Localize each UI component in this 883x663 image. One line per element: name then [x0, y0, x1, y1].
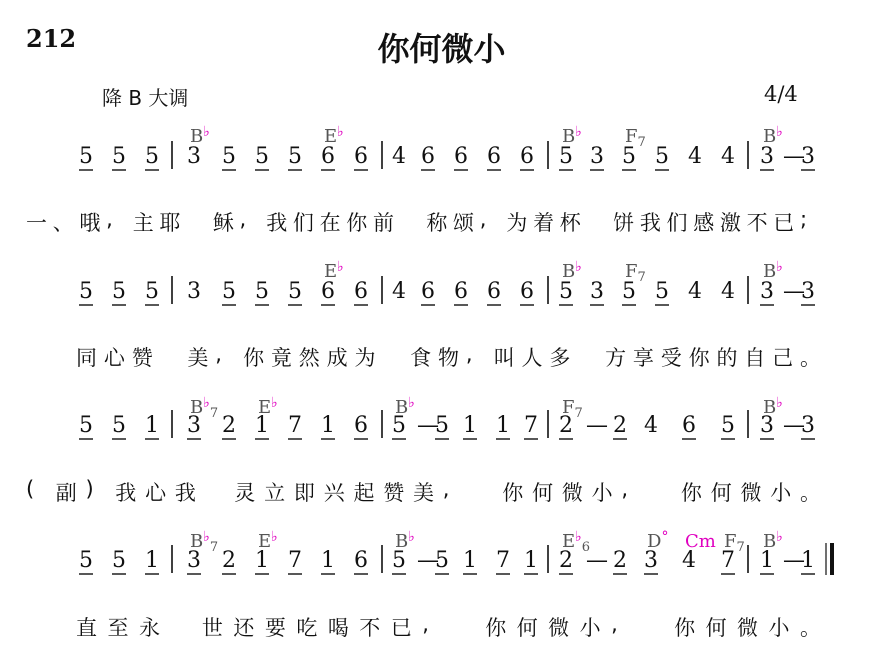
note: 6	[487, 279, 501, 304]
lyric-char: 成	[326, 346, 348, 370]
chord-symbol: E♭	[258, 395, 278, 418]
lyric-char: ,	[239, 207, 247, 231]
note: 5	[622, 279, 636, 304]
lyric-char: 一	[26, 211, 47, 235]
lyric-char: 小	[770, 481, 792, 505]
note: 5	[112, 144, 126, 169]
note: 5	[721, 413, 735, 438]
note: 3	[187, 548, 201, 573]
note: 1	[463, 413, 477, 438]
chord-symbol: $B^♭_7$	[190, 529, 219, 555]
lyric-char: 。	[800, 346, 821, 370]
note: 1	[145, 413, 159, 438]
note: 3	[801, 279, 815, 304]
lyric-char: 称	[426, 211, 448, 235]
lyric-char: 心	[103, 346, 125, 370]
note: 2	[222, 413, 236, 438]
lyric-char: ,	[422, 612, 429, 636]
lyric-char: 你	[502, 481, 524, 505]
lyric-char: 。	[800, 616, 821, 640]
lyric-char: 人	[521, 346, 543, 370]
note: 5	[112, 413, 126, 438]
lyric-char: 世	[201, 616, 223, 640]
lyric-char: 激	[719, 211, 741, 235]
chord-symbol: $F_7$	[625, 261, 646, 285]
chord-symbol: E♭	[324, 124, 344, 147]
key-signature: 降 B 大调	[102, 86, 189, 110]
lyric-char: 前	[372, 211, 394, 235]
note: 4	[644, 413, 658, 438]
lyric-char: 受	[660, 346, 682, 370]
lyric-char: 小	[579, 616, 601, 640]
lyric-char: 吃	[296, 616, 318, 640]
note: 6	[354, 548, 368, 573]
note: 3	[801, 144, 815, 169]
lyric-char: 已	[390, 616, 412, 640]
lyric-char: 。	[800, 481, 821, 505]
note: 3	[644, 548, 658, 573]
lyric-char: 食	[410, 346, 432, 370]
lyric-char: 不	[359, 616, 381, 640]
note: 5	[255, 144, 269, 169]
note: 3	[801, 413, 815, 438]
lyric-char: 你	[346, 211, 368, 235]
chord-symbol: D°	[647, 529, 669, 552]
note: —	[783, 548, 805, 573]
lyric-char: ,	[465, 342, 473, 366]
note: —	[586, 548, 608, 573]
lyric-char: 你	[674, 616, 696, 640]
lyric-char: 你	[688, 346, 710, 370]
lyric-char: 主	[132, 211, 154, 235]
note: 5	[622, 144, 636, 169]
lyric-char: ,	[215, 342, 222, 366]
lyric-char: 多	[549, 346, 571, 370]
note: 3	[187, 279, 201, 304]
note: 3	[590, 144, 604, 169]
note: 1	[524, 548, 538, 573]
lyric-char: 副	[55, 481, 77, 505]
note: —	[586, 413, 608, 438]
lyric-char: 然	[298, 346, 320, 370]
note: 2	[559, 413, 573, 438]
note: 1	[760, 548, 774, 573]
lyric-char: 已	[773, 211, 795, 235]
note: 5	[79, 413, 93, 438]
lyric-line-3	[0, 477, 883, 507]
note: —	[783, 279, 805, 304]
lyric-char: 立	[264, 481, 286, 505]
note: 4	[392, 144, 406, 169]
lyric-char: 稣	[212, 211, 234, 235]
note: 3	[590, 279, 604, 304]
note: 4	[392, 279, 406, 304]
chord-symbol: B♭	[763, 124, 783, 147]
note: 6	[682, 413, 696, 438]
lyric-char: 何	[516, 616, 538, 640]
note: 4	[688, 279, 702, 304]
note: 2	[222, 548, 236, 573]
chord-symbol: $F_7$	[562, 397, 583, 421]
time-signature: 4/4	[764, 82, 798, 106]
note: 5	[559, 144, 573, 169]
chord-symbol: B♭	[562, 259, 582, 282]
note: 5	[79, 144, 93, 169]
hymn-number: 212	[26, 24, 77, 53]
note: 7	[288, 548, 302, 573]
note: 5	[288, 144, 302, 169]
lyric-char: 杯	[559, 211, 581, 235]
note: 6	[454, 144, 468, 169]
lyric-line-4	[0, 612, 883, 642]
note: 1	[255, 413, 269, 438]
lyric-char: 着	[533, 211, 555, 235]
note: 1	[463, 548, 477, 573]
note: 6	[487, 144, 501, 169]
note: 5	[112, 279, 126, 304]
lyric-char: ,	[442, 477, 450, 501]
chord-symbol: $F_7$	[625, 126, 646, 150]
chord-symbol: B♭	[395, 395, 415, 418]
note: 6	[421, 279, 435, 304]
note: —	[783, 144, 805, 169]
note: 6	[354, 144, 368, 169]
chord-symbol: B♭	[763, 395, 783, 418]
note: 5	[145, 144, 159, 169]
note: 6	[321, 279, 335, 304]
lyric-char: 美	[187, 346, 209, 370]
lyric-char: 颂	[453, 211, 475, 235]
chord-symbol: B♭	[395, 529, 415, 552]
lyric-char: 们	[292, 211, 314, 235]
note: —	[783, 413, 805, 438]
lyric-char: 你	[243, 346, 265, 370]
note: 5	[559, 279, 573, 304]
lyric-char: 的	[716, 346, 738, 370]
lyric-char: 我	[639, 211, 661, 235]
lyric-char: 永	[138, 616, 160, 640]
lyric-char: 耶	[159, 211, 181, 235]
note: 3	[760, 413, 774, 438]
lyric-char: 、	[52, 211, 74, 235]
note: 1	[496, 413, 510, 438]
note: 6	[520, 144, 534, 169]
chord-symbol: E♭	[324, 259, 344, 282]
note: —	[417, 548, 439, 573]
chord-symbol: B♭	[562, 124, 582, 147]
lyric-char: 物	[438, 346, 459, 370]
lyric-char: 微	[561, 481, 583, 505]
lyric-char: 同	[76, 346, 97, 370]
lyric-line-2	[0, 342, 883, 372]
lyric-char: 还	[233, 616, 255, 640]
lyric-char: 微	[548, 616, 570, 640]
note: 7	[524, 413, 538, 438]
lyric-char: 喝	[327, 616, 349, 640]
lyric-char: 我	[115, 481, 137, 505]
lyric-char: 微	[737, 616, 759, 640]
lyric-char: 微	[740, 481, 762, 505]
note: 4	[721, 144, 735, 169]
note: 5	[145, 279, 159, 304]
lyric-char: 心	[145, 481, 167, 505]
note: 6	[520, 279, 534, 304]
lyric-char: 即	[293, 481, 315, 505]
lyric-char: 不	[746, 211, 768, 235]
lyric-char: ,	[479, 207, 487, 231]
lyric-char: ,	[621, 477, 629, 501]
note: 1	[145, 548, 159, 573]
chord-symbol: B♭	[763, 259, 783, 282]
note: 7	[721, 548, 735, 573]
note: 5	[288, 279, 302, 304]
note: 6	[454, 279, 468, 304]
note: 5	[655, 279, 669, 304]
lyric-char: 灵	[234, 481, 256, 505]
note: 5	[655, 144, 669, 169]
lyric-char: ,	[611, 612, 618, 636]
note: 5	[79, 548, 93, 573]
note: 1	[801, 548, 815, 573]
lyric-line-1	[0, 207, 883, 237]
lyric-char: 美	[413, 481, 434, 505]
lyric-char: 要	[264, 616, 286, 640]
note: 3	[187, 413, 201, 438]
lyric-char: 方	[605, 346, 627, 370]
lyric-char: 赞	[383, 481, 405, 505]
hymn-title: 你何微小	[377, 30, 506, 68]
lyric-char: 起	[353, 481, 375, 505]
lyric-char: 何	[532, 481, 554, 505]
note: 2	[613, 548, 627, 573]
lyric-char: ;	[800, 207, 808, 231]
note: 7	[288, 413, 302, 438]
lyric-char: 饼	[613, 211, 635, 235]
lyric-char: 直	[76, 616, 97, 640]
lyric-char: 至	[107, 616, 129, 640]
lyric-char: 小	[768, 616, 790, 640]
lyric-char: 自	[744, 346, 766, 370]
note: 5	[255, 279, 269, 304]
note: 4	[721, 279, 735, 304]
chord-symbol: $E^♭_6$	[562, 529, 591, 555]
lyric-char: 我	[266, 211, 288, 235]
note: 5	[435, 548, 449, 573]
lyric-char: 感	[693, 211, 715, 235]
lyric-char: 兴	[323, 481, 345, 505]
lyric-char: 哦	[79, 211, 101, 235]
note: 5	[392, 413, 406, 438]
lyric-char: 为	[506, 211, 528, 235]
lyric-char: 赞	[131, 346, 153, 370]
note: 2	[559, 548, 573, 573]
note: 4	[688, 144, 702, 169]
lyric-char: ,	[106, 207, 113, 231]
note: 1	[255, 548, 269, 573]
note: 6	[354, 413, 368, 438]
chord-symbol: B♭	[763, 529, 783, 552]
lyric-char: 我	[174, 481, 196, 505]
lyric-char: 享	[632, 346, 654, 370]
lyric-char: 何	[705, 616, 727, 640]
chord-symbol: $F_7$	[724, 531, 745, 555]
lyric-char: 竟	[270, 346, 292, 370]
note: 1	[321, 548, 335, 573]
lyric-char: 们	[666, 211, 688, 235]
note: 5	[222, 144, 236, 169]
note: 3	[760, 144, 774, 169]
note: 6	[421, 144, 435, 169]
lyric-char: 己	[772, 346, 794, 370]
note: 3	[187, 144, 201, 169]
lyric-char: 在	[319, 211, 341, 235]
note: 6	[354, 279, 368, 304]
note: 4	[682, 548, 696, 573]
note: 5	[392, 548, 406, 573]
chord-symbol: Cm	[685, 531, 716, 552]
chord-symbol: E♭	[258, 529, 278, 552]
lyric-char: (	[26, 477, 35, 501]
note: 5	[79, 279, 93, 304]
note: 6	[321, 144, 335, 169]
lyric-char: 为	[354, 346, 376, 370]
note: 1	[321, 413, 335, 438]
lyric-char: )	[85, 477, 94, 501]
note: 5	[112, 548, 126, 573]
lyric-char: 你	[680, 481, 702, 505]
note: 7	[496, 548, 510, 573]
lyric-char: 你	[485, 616, 507, 640]
lyric-char: 叫	[493, 346, 515, 370]
note: 2	[613, 413, 627, 438]
note: —	[417, 413, 439, 438]
lyric-char: 何	[710, 481, 732, 505]
chord-symbol: $B^♭_7$	[190, 395, 219, 421]
lyric-char: 小	[591, 481, 613, 505]
note: 5	[435, 413, 449, 438]
chord-symbol: B♭	[190, 124, 210, 147]
note: 3	[760, 279, 774, 304]
note: 5	[222, 279, 236, 304]
